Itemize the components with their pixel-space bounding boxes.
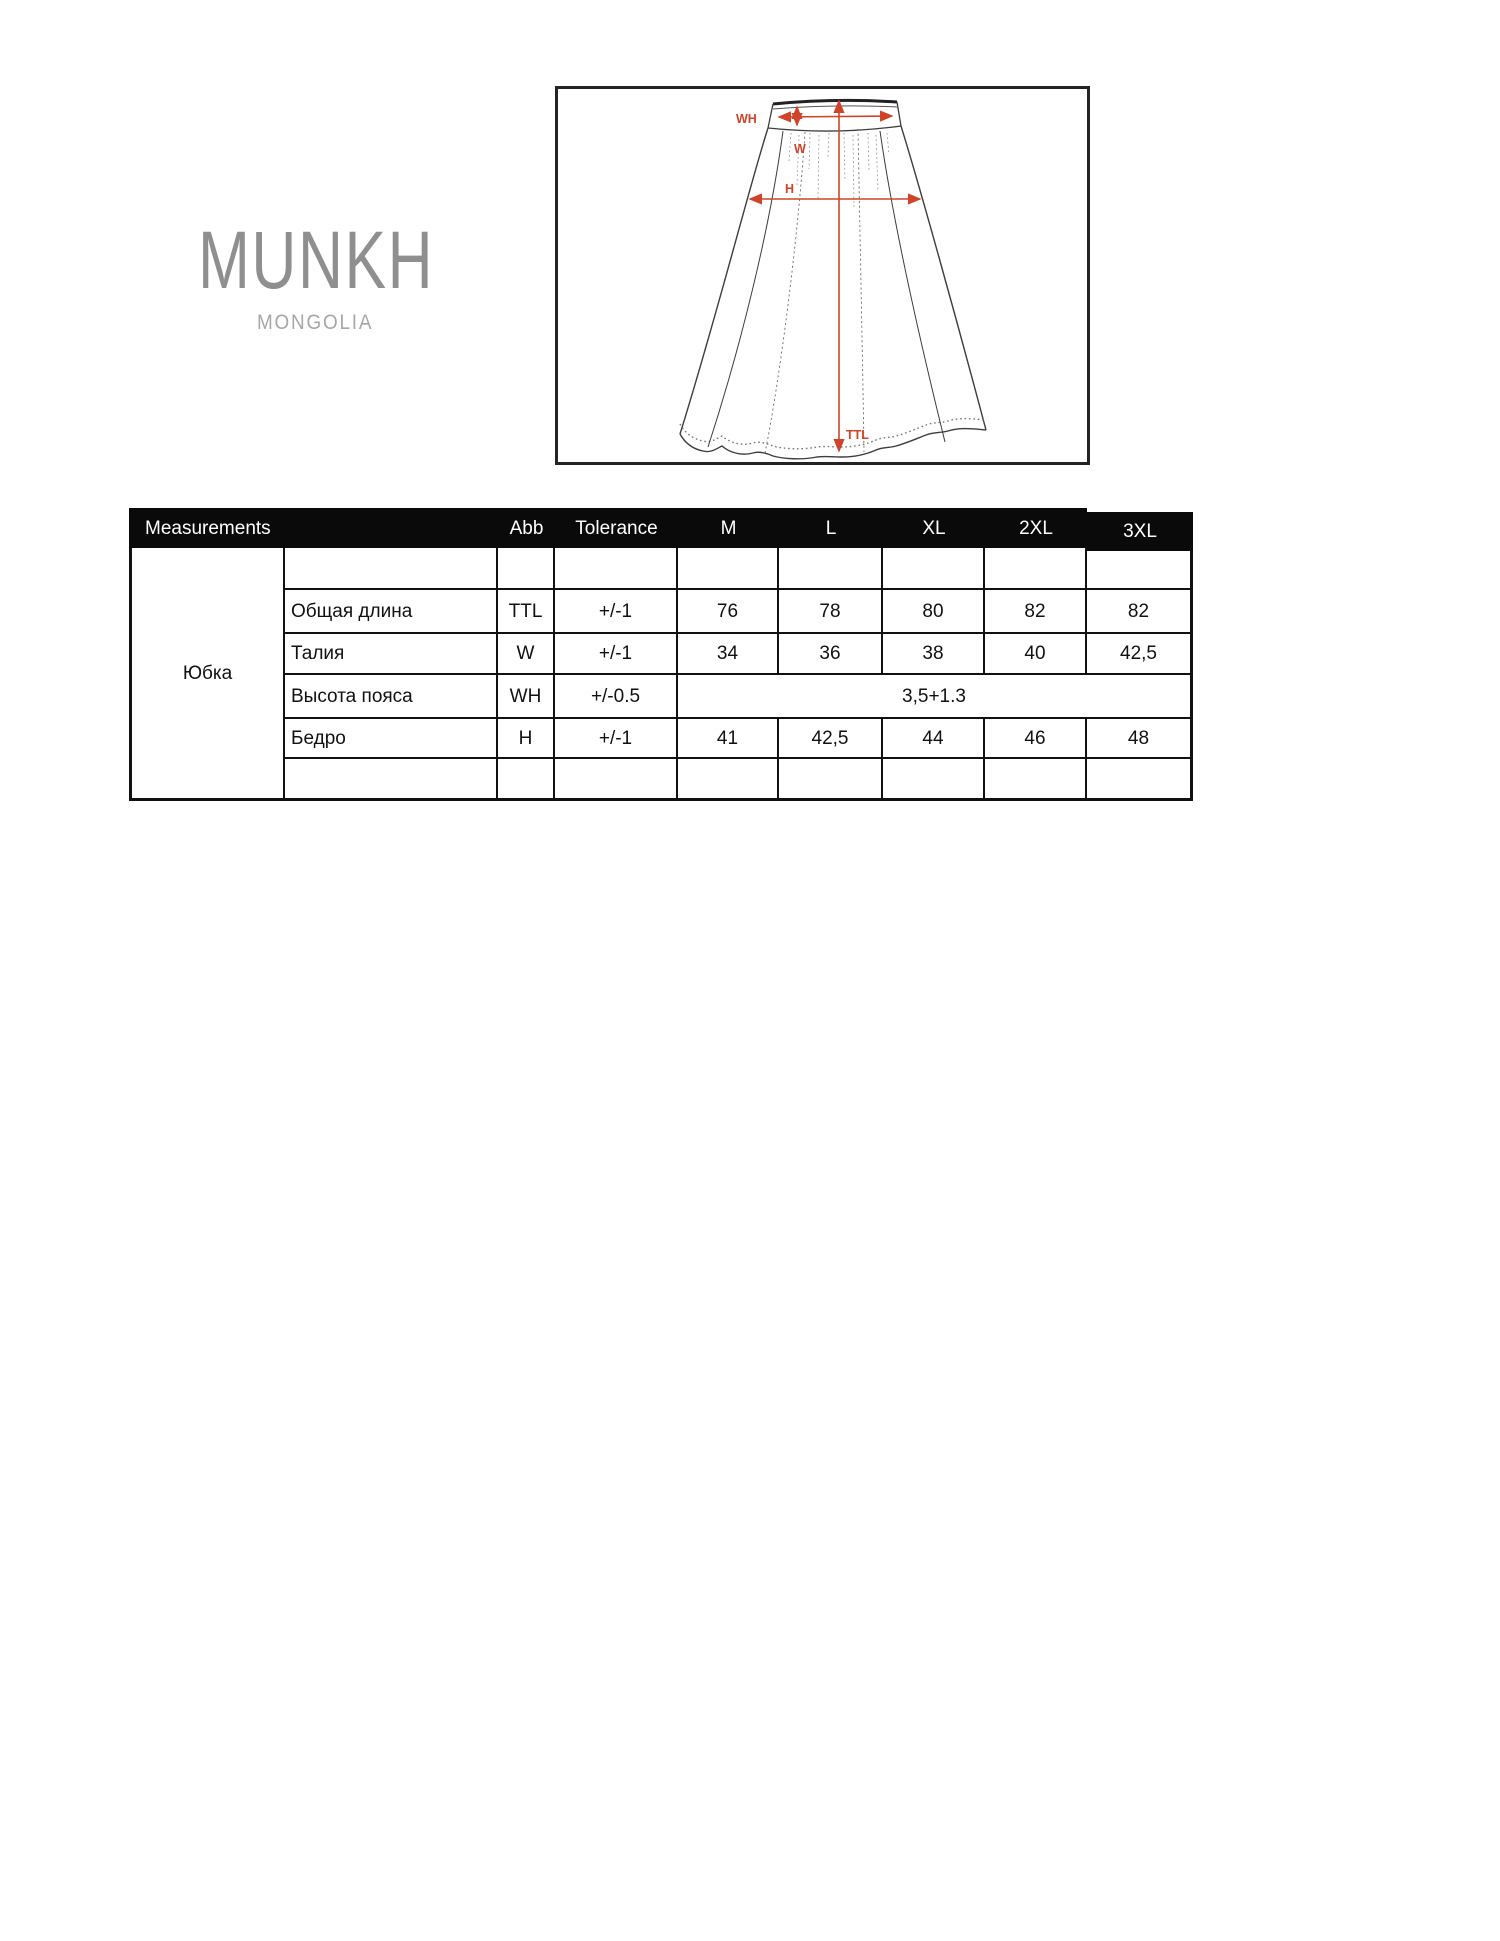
value-cell: 78 xyxy=(779,590,883,634)
row-hip-abb: H xyxy=(498,719,555,759)
empty-cell xyxy=(498,759,555,801)
header-size-3xl: 3XL xyxy=(1087,512,1193,551)
row-waistband-height-name: Высота пояса xyxy=(285,675,498,719)
row-total-length-abb: TTL xyxy=(498,590,555,634)
value-cell: 46 xyxy=(985,719,1087,759)
h-label: H xyxy=(785,182,795,196)
empty-cell xyxy=(1087,548,1193,590)
size-table xyxy=(129,508,1193,801)
header-size-m: M xyxy=(678,508,779,548)
waist-arrow xyxy=(779,116,892,117)
brand-logo-subtitle: MONGOLIA xyxy=(257,311,374,334)
empty-cell xyxy=(555,759,678,801)
ttl-label: TTL xyxy=(846,428,869,442)
value-cell: 36 xyxy=(779,634,883,675)
merged-value-cell: 3,5+1.3 xyxy=(678,675,1193,719)
value-cell: 42,5 xyxy=(1087,634,1193,675)
value-cell: 44 xyxy=(883,719,985,759)
row-waist-abb: W xyxy=(498,634,555,675)
empty-cell xyxy=(779,548,883,590)
skirt-outline xyxy=(680,100,986,458)
empty-cell xyxy=(883,759,985,801)
skirt-diagram-box xyxy=(555,86,1090,465)
value-cell: 38 xyxy=(883,634,985,675)
category-cell: Юбка xyxy=(129,548,285,801)
empty-cell xyxy=(285,548,498,590)
row-total-length-name: Общая длина xyxy=(285,590,498,634)
empty-cell xyxy=(678,548,779,590)
empty-cell xyxy=(498,548,555,590)
row-total-length-tolerance: +/-1 xyxy=(555,590,678,634)
value-cell: 82 xyxy=(1087,590,1193,634)
row-hip-name: Бедро xyxy=(285,719,498,759)
empty-cell xyxy=(678,759,779,801)
value-cell: 82 xyxy=(985,590,1087,634)
empty-cell xyxy=(1087,759,1193,801)
header-measurements: Measurements xyxy=(129,508,498,548)
empty-cell xyxy=(555,548,678,590)
empty-cell xyxy=(285,759,498,801)
header-tolerance: Tolerance xyxy=(555,508,678,548)
header-size-xl: XL xyxy=(883,508,985,548)
value-cell: 48 xyxy=(1087,719,1193,759)
w-label: W xyxy=(794,142,806,156)
header-size-l: L xyxy=(779,508,883,548)
empty-cell xyxy=(985,548,1087,590)
row-waist-tolerance: +/-1 xyxy=(555,634,678,675)
value-cell: 80 xyxy=(883,590,985,634)
value-cell: 42,5 xyxy=(779,719,883,759)
skirt-technical-drawing xyxy=(558,89,1087,462)
row-waistband-height-tolerance: +/-0.5 xyxy=(555,675,678,719)
value-cell: 40 xyxy=(985,634,1087,675)
value-cell: 76 xyxy=(678,590,779,634)
header-abb: Abb xyxy=(498,508,555,548)
empty-cell xyxy=(883,548,985,590)
header-size-2xl: 2XL xyxy=(985,508,1087,548)
brand-logo: MUNKH xyxy=(198,215,435,306)
value-cell: 41 xyxy=(678,719,779,759)
row-hip-tolerance: +/-1 xyxy=(555,719,678,759)
measurement-annotations xyxy=(736,101,920,451)
empty-cell xyxy=(985,759,1087,801)
value-cell: 34 xyxy=(678,634,779,675)
empty-cell xyxy=(779,759,883,801)
wh-label: WH xyxy=(736,112,757,126)
row-waistband-height-abb: WH xyxy=(498,675,555,719)
row-waist-name: Талия xyxy=(285,634,498,675)
